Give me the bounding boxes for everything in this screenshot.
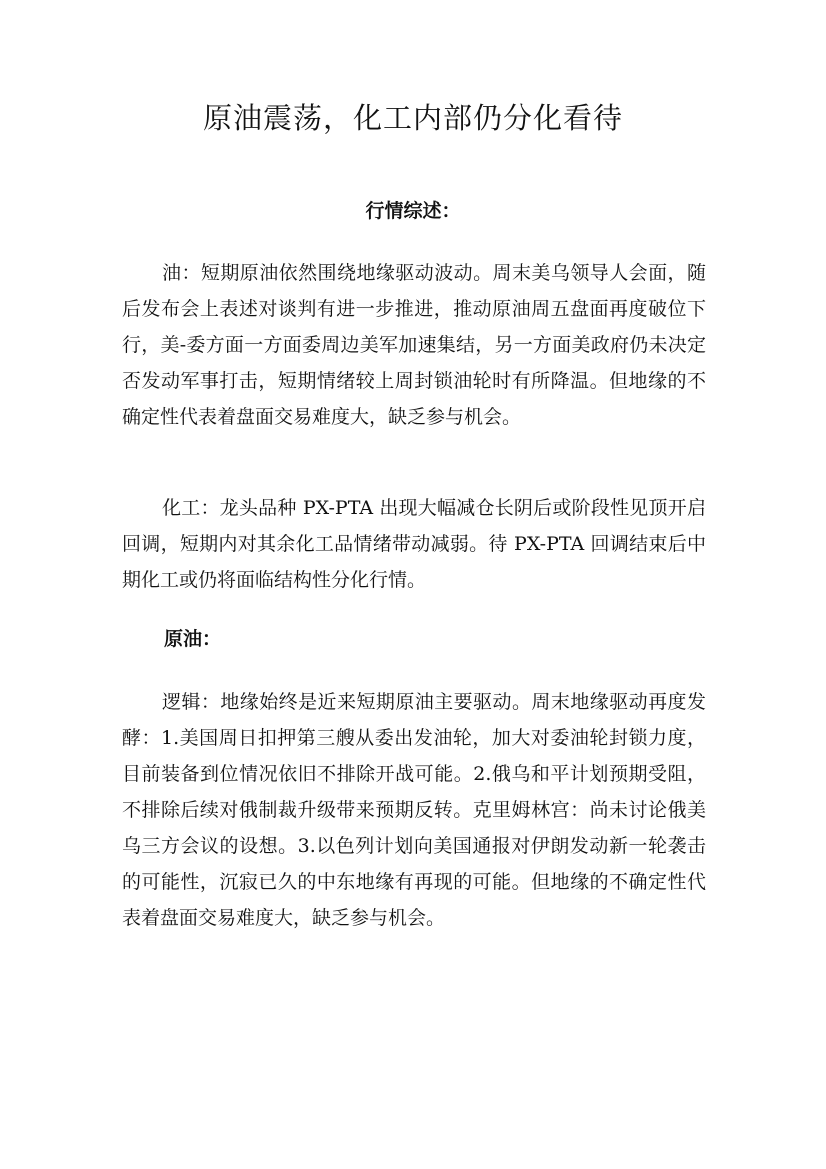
crude-oil-heading: 原油： [164,628,222,650]
chemical-paragraph: 化工：龙头品种 PX-PTA 出现大幅减仓长阴后或阶段性见顶开启回调，短期内对其余化工品情绪带动减弱。待 PX-PTA 回调结束后中期化工或仍将面临结构性分化行情。 [122,497,706,591]
oil-paragraph: 油：短期原油依然围绕地缘驱动波动。周末美乌领导人会面，随后发布会上表述对谈判有进一步推进，推动原油周五盘面再度破位下行，美-委方面一方面委周边美军加速集结，另一方面美政府仍未决定否发动军事打击，短期情绪较上周封锁油轮时有所降温。但地缘的不确定性代表着盘面交易难度大，缺乏参与机会。 [122,262,706,428]
crude-logic-paragraph: 逻辑：地缘始终是近来短期原油主要驱动。周末地缘驱动再度发酵：1.美国周日扣押第三艘从委出发油轮，加大对委油轮封锁力度，目前装备到位情况依旧不排除开战可能。2.俄乌和平计划预期受阻，不排除后续对俄制裁升级带来预期反转。克里姆林宫：尚未讨论俄美乌三方会议的设想。3.以色列计划向美国通报对伊朗发动新一轮袭击的可能性，沉寂已久的中东地缘有再现的可能。但地缘的不确定性代表着盘面交易难度大，缺乏参与机会。 [122,691,706,929]
market-summary-heading: 行情综述： [365,200,461,222]
document-title: 原油震荡，化工内部仍分化看待 [202,101,623,135]
